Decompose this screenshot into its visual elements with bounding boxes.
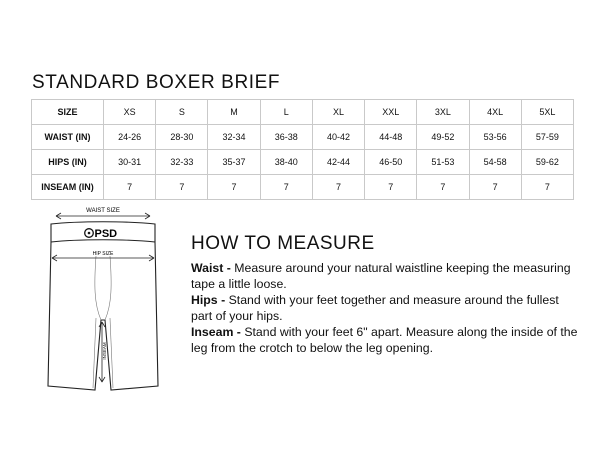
inseam-label: INSEAM [102, 342, 107, 360]
table-cell: 30-31 [104, 150, 156, 175]
size-header-cell: XXL [365, 100, 417, 125]
instruction-text: Stand with your feet together and measure around the fullest part of your hips. [191, 293, 559, 323]
size-header-cell: 5XL [521, 100, 573, 125]
row-label-inseam: INSEAM (IN) [32, 175, 104, 200]
size-chart-table [31, 99, 574, 200]
table-cell: 42-44 [312, 150, 364, 175]
table-cell: 7 [312, 175, 364, 200]
table-cell: 53-56 [469, 125, 521, 150]
logo-text: PSD [94, 228, 118, 240]
size-header-cell: M [208, 100, 260, 125]
instruction-waist [191, 260, 581, 292]
table-cell: 49-52 [417, 125, 469, 150]
row-label-waist: WAIST (IN) [32, 125, 104, 150]
table-cell: 32-33 [156, 150, 208, 175]
table-row [32, 175, 574, 200]
table-cell: 51-53 [417, 150, 469, 175]
hip-size-label: HIP SIZE [92, 251, 114, 257]
table-row [32, 150, 574, 175]
table-cell: 54-58 [469, 150, 521, 175]
table-cell: 7 [417, 175, 469, 200]
instruction-inseam [191, 324, 581, 356]
table-cell: 57-59 [521, 125, 573, 150]
instruction-text: Measure around your natural waistline keeping the measuring tape a little loose. [191, 261, 571, 291]
table-cell: 40-42 [312, 125, 364, 150]
table-cell: 35-37 [208, 150, 260, 175]
measure-instructions [191, 260, 581, 356]
size-header-cell: S [156, 100, 208, 125]
instruction-term: Hips - [191, 293, 226, 307]
instruction-hips [191, 292, 581, 324]
size-header-cell: XS [104, 100, 156, 125]
table-cell: 24-26 [104, 125, 156, 150]
table-cell: 7 [365, 175, 417, 200]
table-cell: 59-62 [521, 150, 573, 175]
table-cell: 28-30 [156, 125, 208, 150]
boxer-outline [48, 222, 158, 390]
boxer-brief-diagram [38, 204, 168, 394]
size-header-cell: XL [312, 100, 364, 125]
instruction-term: Inseam - [191, 325, 241, 339]
size-chart-title: STANDARD BOXER BRIEF [32, 72, 281, 93]
table-cell: 46-50 [365, 150, 417, 175]
size-header-label: SIZE [32, 100, 104, 125]
table-cell: 44-48 [365, 125, 417, 150]
table-cell: 7 [156, 175, 208, 200]
instruction-term: Waist - [191, 261, 231, 275]
table-cell: 7 [469, 175, 521, 200]
how-to-measure-title: HOW TO MEASURE [191, 233, 375, 254]
table-cell: 7 [104, 175, 156, 200]
table-cell: 7 [521, 175, 573, 200]
row-label-hips: HIPS (IN) [32, 150, 104, 175]
table-cell: 7 [260, 175, 312, 200]
size-header-cell: 4XL [469, 100, 521, 125]
table-cell: 32-34 [208, 125, 260, 150]
waist-size-label: WAIST SIZE [86, 208, 120, 214]
table-cell: 7 [208, 175, 260, 200]
instruction-text: Stand with your feet 6" apart. Measure along the inside of the leg from the crotch to below the leg opening. [191, 325, 578, 355]
size-header-cell: 3XL [417, 100, 469, 125]
table-row [32, 125, 574, 150]
table-cell: 38-40 [260, 150, 312, 175]
size-header-cell: L [260, 100, 312, 125]
table-cell: 36-38 [260, 125, 312, 150]
table-header-row [32, 100, 574, 125]
